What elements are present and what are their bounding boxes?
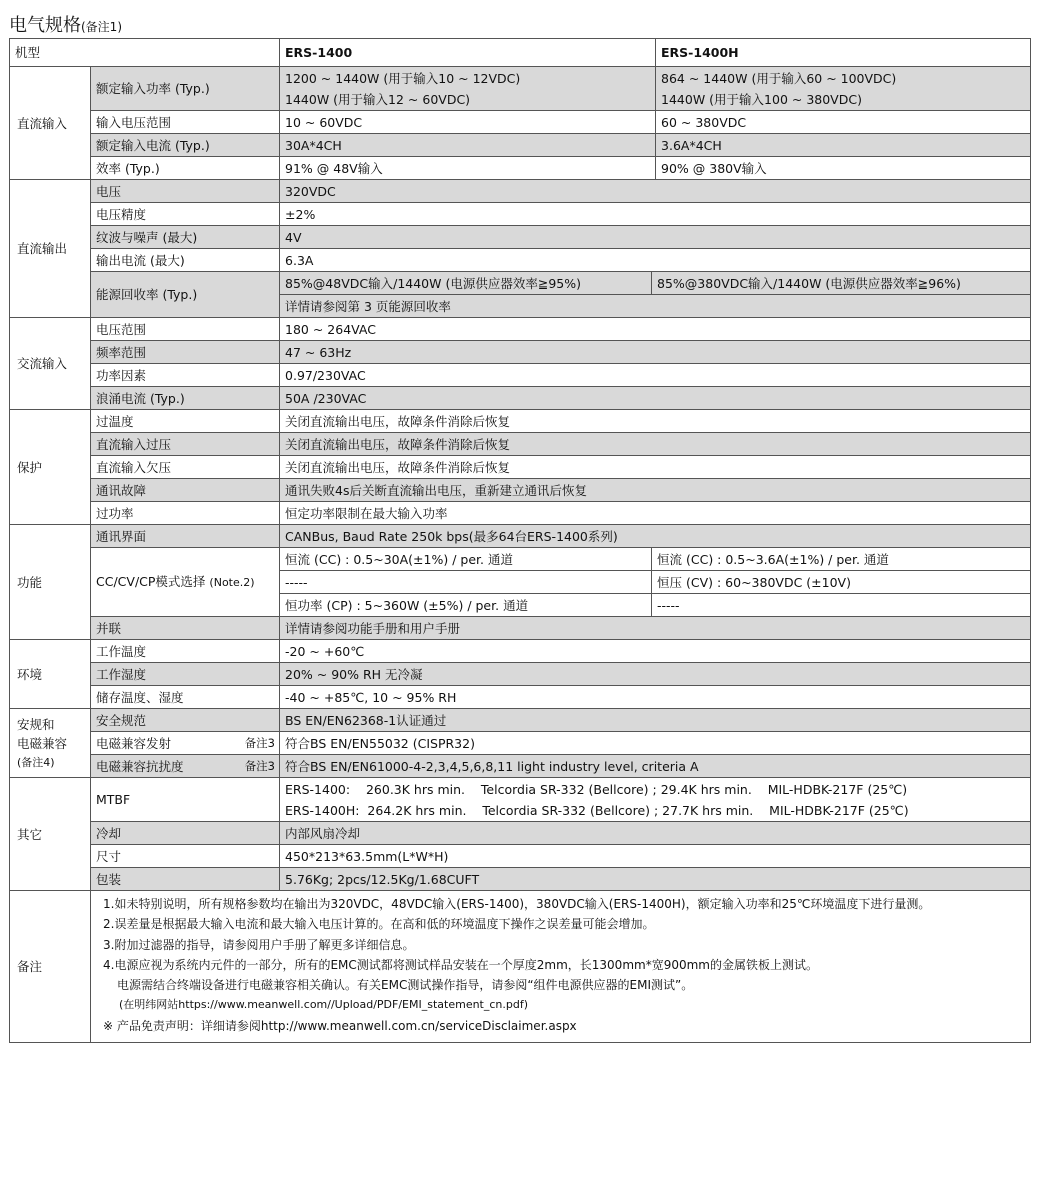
table-row bbox=[10, 387, 1031, 410]
cell: 恒定功率限制在最大输入功率 bbox=[280, 502, 1031, 525]
cell: 关闭直流输出电压，故障条件消除后恢复 bbox=[280, 456, 1031, 479]
cell: 0.97/230VAC bbox=[280, 364, 1031, 387]
cell: 180 ~ 264VAC bbox=[280, 318, 1031, 341]
table-row bbox=[10, 732, 1031, 755]
row-label: 通讯故障 bbox=[91, 479, 280, 502]
cell: 85%@380VDC输入/1440W (电源供应器效率≧96%) bbox=[652, 272, 1031, 295]
table-row bbox=[10, 157, 1031, 180]
cell: 85%@48VDC输入/1440W (电源供应器效率≧95%) bbox=[280, 272, 652, 295]
note-4-link: (在明纬网站https://www.meanwell.com//Upload/PDF/EMI_statement_cn.pdf) bbox=[119, 998, 529, 1012]
row-label: 工作温度 bbox=[91, 640, 280, 663]
category-ac-input: 交流输入 bbox=[10, 318, 91, 410]
row-label: 安全规范 bbox=[91, 709, 280, 732]
table-row bbox=[10, 180, 1031, 203]
table-row bbox=[10, 891, 1031, 1043]
cell: 5.76Kg; 2pcs/12.5Kg/1.68CUFT bbox=[280, 868, 1031, 891]
row-label: 并联 bbox=[91, 617, 280, 640]
table-row bbox=[10, 755, 1031, 778]
cell: 关闭直流输出电压，故障条件消除后恢复 bbox=[280, 433, 1031, 456]
row-label: 过温度 bbox=[91, 410, 280, 433]
note-1: 1.如未特别说明，所有规格参数均在输出为320VDC，48VDC输入(ERS-1400)，380VDC输入(ERS-1400H)，额定输入功率和25℃环境温度下进行量测。 bbox=[103, 897, 931, 911]
note-4-cont: 电源需结合终端设备进行电磁兼容相关确认。有关EMC测试操作指导，请参阅“组件电源供应器的EMI测试”。 bbox=[117, 978, 694, 993]
cell: 详情请参阅第 3 页能源回收率 bbox=[280, 295, 1031, 318]
note-2: 2.误差量是根据最大输入电流和最大输入电压计算的。在高和低的环境温度下操作之误差量可能会增加。 bbox=[103, 917, 655, 932]
row-label: 通讯界面 bbox=[91, 525, 280, 548]
table-row bbox=[10, 318, 1031, 341]
cell: 恒流 (CC) : 0.5~30A(±1%) / per. 通道 bbox=[280, 548, 652, 571]
row-label: 输出电流 (最大) bbox=[91, 249, 280, 272]
row-label: 电磁兼容抗扰度 备注3 bbox=[91, 755, 280, 778]
disclaimer: ※ 产品免责声明：详细请参阅http://www.meanwell.com.cn/serviceDisclaimer.aspx bbox=[103, 1018, 577, 1033]
row-label: 额定输入功率 (Typ.) bbox=[91, 67, 280, 111]
table-row bbox=[10, 249, 1031, 272]
cell: -40 ~ +85℃, 10 ~ 95% RH bbox=[280, 686, 1031, 709]
cell: 恒流 (CC) : 0.5~3.6A(±1%) / per. 通道 bbox=[652, 548, 1031, 571]
table-row bbox=[10, 617, 1031, 640]
cell: 3.6A*4CH bbox=[656, 134, 1031, 157]
category-notes: 备注 bbox=[10, 891, 91, 1043]
cell: 60 ~ 380VDC bbox=[656, 111, 1031, 134]
category-environment: 环境 bbox=[10, 640, 91, 709]
cell: 20% ~ 90% RH 无冷凝 bbox=[280, 663, 1031, 686]
table-row bbox=[10, 410, 1031, 433]
category-safety: 安规和 电磁兼容 (备注4) bbox=[10, 709, 91, 778]
row-label: 电压 bbox=[91, 180, 280, 203]
category-function: 功能 bbox=[10, 525, 91, 640]
cell: 内部风扇冷却 bbox=[280, 822, 1031, 845]
row-label: 纹波与噪声 (最大) bbox=[91, 226, 280, 249]
model-b: ERS-1400H bbox=[656, 39, 1031, 67]
category-dc-input: 直流输入 bbox=[10, 67, 91, 180]
row-label: CC/CV/CP模式选择 (Note.2) bbox=[91, 548, 280, 617]
cell: 4V bbox=[280, 226, 1031, 249]
table-row bbox=[10, 778, 1031, 822]
cell: 恒压 (CV) : 60~380VDC (±10V) bbox=[652, 571, 1031, 594]
notes-block bbox=[91, 891, 1031, 1043]
table-row bbox=[10, 134, 1031, 157]
row-label: 冷却 bbox=[91, 822, 280, 845]
table-row bbox=[10, 433, 1031, 456]
category-others: 其它 bbox=[10, 778, 91, 891]
table-row bbox=[10, 709, 1031, 732]
row-label: 尺寸 bbox=[91, 845, 280, 868]
cell: CANBus, Baud Rate 250k bps(最多64台ERS-1400系列) bbox=[280, 525, 1031, 548]
mode-note: (Note.2) bbox=[209, 576, 255, 589]
cell: 864 ~ 1440W (用于输入60 ~ 100VDC) 1440W (用于输入100 ~ 380VDC) bbox=[656, 67, 1031, 111]
table-row bbox=[10, 502, 1031, 525]
cell: 恒功率 (CP) : 5~360W (±5%) / per. 通道 bbox=[280, 594, 652, 617]
title-note: (备注1) bbox=[81, 20, 122, 34]
cell: 1200 ~ 1440W (用于输入10 ~ 12VDC) 1440W (用于输入12 ~ 60VDC) bbox=[280, 67, 656, 111]
row-label: 功率因素 bbox=[91, 364, 280, 387]
immunity-note: 备注3 bbox=[244, 758, 276, 773]
cell: 关闭直流输出电压，故障条件消除后恢复 bbox=[280, 410, 1031, 433]
spec-table bbox=[9, 38, 1031, 1043]
cell: 30A*4CH bbox=[280, 134, 656, 157]
table-row bbox=[10, 39, 1031, 67]
row-label: 直流输入欠压 bbox=[91, 456, 280, 479]
cell: 450*213*63.5mm(L*W*H) bbox=[280, 845, 1031, 868]
cell: 详情请参阅功能手册和用户手册 bbox=[280, 617, 1031, 640]
cell: 符合BS EN/EN55032 (CISPR32) bbox=[280, 732, 1031, 755]
row-label: 直流输入过压 bbox=[91, 433, 280, 456]
table-row bbox=[10, 67, 1031, 111]
category-dc-output: 直流输出 bbox=[10, 180, 91, 318]
row-label: 储存温度、湿度 bbox=[91, 686, 280, 709]
row-label: 电磁兼容发射 备注3 bbox=[91, 732, 280, 755]
cell: 91% @ 48V输入 bbox=[280, 157, 656, 180]
row-label: 电压范围 bbox=[91, 318, 280, 341]
row-label: 频率范围 bbox=[91, 341, 280, 364]
table-row bbox=[10, 640, 1031, 663]
row-label: 包装 bbox=[91, 868, 280, 891]
cell: ±2% bbox=[280, 203, 1031, 226]
cell: 6.3A bbox=[280, 249, 1031, 272]
table-row bbox=[10, 226, 1031, 249]
cell: 符合BS EN/EN61000-4-2,3,4,5,6,8,11 light industry level, criteria A bbox=[280, 755, 1031, 778]
table-row bbox=[10, 272, 1031, 295]
table-row bbox=[10, 364, 1031, 387]
model-a: ERS-1400 bbox=[280, 39, 656, 67]
row-label: 额定输入电流 (Typ.) bbox=[91, 134, 280, 157]
cell: 50A /230VAC bbox=[280, 387, 1031, 410]
cell: 通讯失败4s后关断直流输出电压，重新建立通讯后恢复 bbox=[280, 479, 1031, 502]
category-protection: 保护 bbox=[10, 410, 91, 525]
table-row bbox=[10, 111, 1031, 134]
row-label: 能源回收率 (Typ.) bbox=[91, 272, 280, 318]
table-row bbox=[10, 525, 1031, 548]
table-row bbox=[10, 868, 1031, 891]
cell: 90% @ 380V输入 bbox=[656, 157, 1031, 180]
cell: 47 ~ 63Hz bbox=[280, 341, 1031, 364]
row-label: 浪涌电流 (Typ.) bbox=[91, 387, 280, 410]
note-4: 4.电源应视为系统内元件的一部分，所有的EMC测试都将测试样品安装在一个厚度2mm，长1300mm*宽900mm的金属铁板上测试。 bbox=[103, 957, 818, 972]
cell: -20 ~ +60℃ bbox=[280, 640, 1031, 663]
row-label: MTBF bbox=[91, 778, 280, 822]
emission-note: 备注3 bbox=[244, 735, 276, 750]
cell: BS EN/EN62368-1认证通过 bbox=[280, 709, 1031, 732]
section-title: 电气规格(备注1) bbox=[9, 15, 122, 36]
row-label: 过功率 bbox=[91, 502, 280, 525]
table-row bbox=[10, 548, 1031, 571]
table-row bbox=[10, 479, 1031, 502]
table-row bbox=[10, 822, 1031, 845]
cell: 10 ~ 60VDC bbox=[280, 111, 656, 134]
header-label: 机型 bbox=[10, 39, 280, 67]
note-3: 3.附加过滤器的指导，请参阅用户手册了解更多详细信息。 bbox=[103, 937, 415, 952]
table-row bbox=[10, 341, 1031, 364]
table-row bbox=[10, 663, 1031, 686]
table-row bbox=[10, 456, 1031, 479]
cell: ----- bbox=[280, 571, 652, 594]
table-row bbox=[10, 845, 1031, 868]
row-label: 电压精度 bbox=[91, 203, 280, 226]
cell: ERS-1400: 260.3K hrs min. Telcordia SR-332 (Bellcore) ; 29.4K hrs min. MIL-HDBK-217F (25℃) ERS-1400H: 264.2K hrs min. Telcordia SR-332 (Bellcore) ; 27.7K hrs min. MIL-HDBK-217F (25℃) bbox=[280, 778, 1031, 822]
cell: ----- bbox=[652, 594, 1031, 617]
row-label: 效率 (Typ.) bbox=[91, 157, 280, 180]
row-label: 工作湿度 bbox=[91, 663, 280, 686]
cell: 320VDC bbox=[280, 180, 1031, 203]
row-label: 输入电压范围 bbox=[91, 111, 280, 134]
table-row bbox=[10, 686, 1031, 709]
table-row bbox=[10, 203, 1031, 226]
